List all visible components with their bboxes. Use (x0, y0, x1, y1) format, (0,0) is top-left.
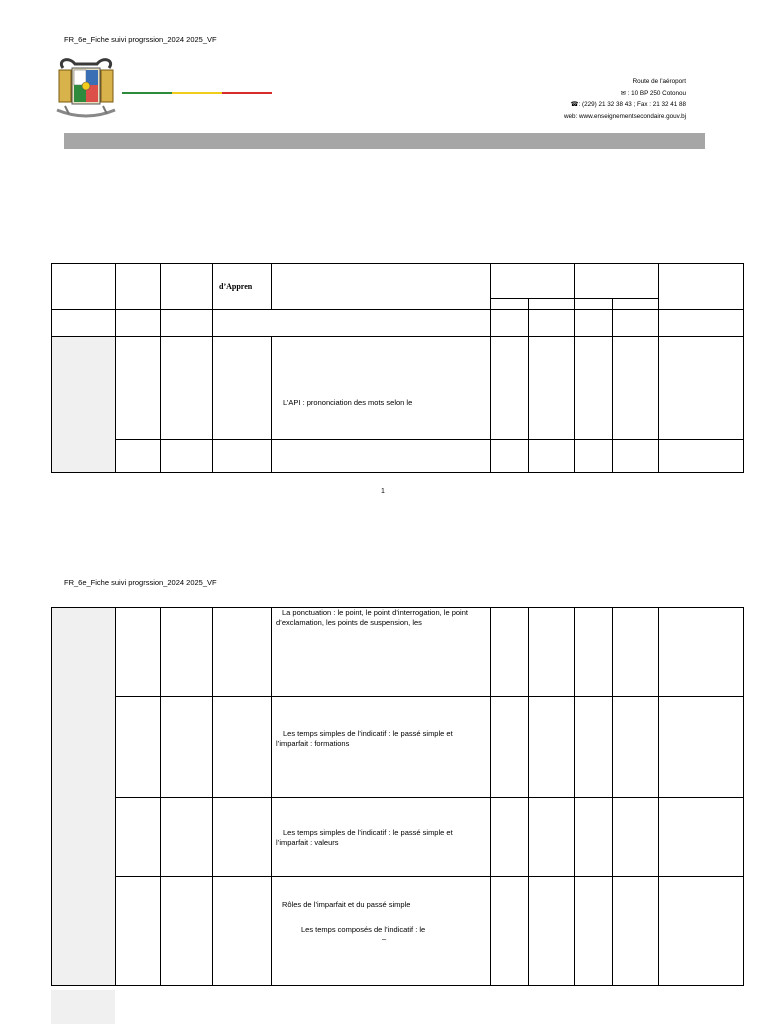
header-learning-text: d’Appren (219, 282, 253, 291)
lesson-formations-text: Les temps simples de l’indicatif : le passé simple et l’imparfait : formations (276, 729, 453, 748)
table-cell (529, 798, 575, 877)
table-cell (575, 440, 613, 473)
header-gray-bar (64, 133, 705, 149)
table-cell (213, 877, 272, 986)
table-cell (575, 310, 613, 337)
table-cell (613, 697, 659, 798)
table-cell (613, 337, 659, 440)
address-phone: ☎: (229) 21 32 38 43 ; Fax : 21 32 41 88 (570, 101, 686, 108)
document-title: FR_6e_Fiche suivi progrssion_2024 2025_VF (64, 578, 217, 587)
table-cell (116, 697, 161, 798)
continuation-mark: – (382, 934, 387, 943)
header-cell (116, 264, 161, 310)
lesson-cell (272, 608, 491, 697)
table-cell (213, 608, 272, 697)
table-cell (529, 877, 575, 986)
flag-stripe-yellow (172, 92, 222, 94)
address-web: web: www.enseignementsecondaire.gouv.bj (563, 112, 686, 120)
table-cell (575, 608, 613, 697)
table-cell (161, 310, 213, 337)
lesson-punctuation-text: La ponctuation : le point, le point d’interrogation, le point d’exclamation, les points de suspension, les (276, 608, 468, 627)
table-cell (491, 337, 529, 440)
lesson-valeurs-text: Les temps simples de l’indicatif : le passé simple et l’imparfait : valeurs (276, 828, 453, 847)
table-cell (213, 697, 272, 798)
table-cell (659, 697, 744, 798)
table-cell (116, 608, 161, 697)
table-cell (529, 608, 575, 697)
table-cell (529, 440, 575, 473)
progress-table-page2 (51, 607, 744, 986)
page-number: 1 (381, 488, 385, 495)
table-cell (213, 337, 272, 440)
lesson-cell (272, 337, 491, 440)
flag-stripe-red (222, 92, 272, 94)
header-learning-cell (213, 264, 272, 310)
document-title: FR_6e_Fiche suivi progrssion_2024 2025_VF (64, 35, 217, 44)
table-cell (613, 798, 659, 877)
table-cell (491, 798, 529, 877)
table-cell (659, 798, 744, 877)
address-street: Route de l'aéroport (632, 78, 686, 85)
address-block (564, 76, 686, 122)
table-cell (529, 310, 575, 337)
table-cell (116, 310, 161, 337)
table-cell (659, 608, 744, 697)
table-cell (659, 877, 744, 986)
header-subcell (491, 299, 529, 310)
shaded-cell-continuation (51, 990, 115, 1024)
header-cell (161, 264, 213, 310)
table-cell (161, 798, 213, 877)
table-cell (491, 440, 529, 473)
progress-table-page1 (51, 263, 744, 473)
table-cell (659, 337, 744, 440)
table-cell (613, 608, 659, 697)
table-cell (213, 310, 491, 337)
table-cell (161, 697, 213, 798)
lesson-composes-text: Les temps composés de l’indicatif : le (301, 925, 426, 934)
table-cell (659, 440, 744, 473)
lesson-cell (272, 877, 491, 986)
header-cell (659, 264, 744, 310)
table-cell (613, 310, 659, 337)
table-cell (529, 697, 575, 798)
flag-stripe-green (122, 92, 172, 94)
table-cell (52, 310, 116, 337)
table-cell (272, 440, 491, 473)
header-subcell (529, 299, 575, 310)
table-cell (116, 440, 161, 473)
table-cell (213, 798, 272, 877)
header-group-cell (575, 264, 659, 299)
shaded-cell (52, 608, 116, 986)
table-cell (161, 337, 213, 440)
header-cell (272, 264, 491, 310)
table-cell (575, 877, 613, 986)
table-cell (529, 337, 575, 440)
table-cell (575, 798, 613, 877)
table-cell (213, 440, 272, 473)
header-subcell (575, 299, 613, 310)
table-cell (491, 697, 529, 798)
table-cell (491, 877, 529, 986)
table-cell (575, 337, 613, 440)
table-cell (491, 310, 529, 337)
lesson-roles-text: Rôles de l’imparfait et du passé simple (282, 900, 411, 909)
lesson-cell (272, 798, 491, 877)
table-cell (575, 697, 613, 798)
header-cell (52, 264, 116, 310)
table-cell (613, 440, 659, 473)
header-subcell (613, 299, 659, 310)
coat-of-arms-logo (55, 56, 117, 120)
lesson-cell (272, 697, 491, 798)
table-cell (491, 608, 529, 697)
lesson-api-text: L’API : prononciation des mots selon le (283, 398, 413, 407)
shaded-cell (52, 337, 116, 473)
table-cell (161, 440, 213, 473)
table-cell (659, 310, 744, 337)
header-group-cell (491, 264, 575, 299)
table-cell (116, 877, 161, 986)
table-cell (116, 337, 161, 440)
table-cell (116, 798, 161, 877)
address-postal: ✉ : 10 BP 250 Cotonou (620, 89, 686, 97)
table-cell (613, 877, 659, 986)
table-cell (161, 608, 213, 697)
table-cell (161, 877, 213, 986)
